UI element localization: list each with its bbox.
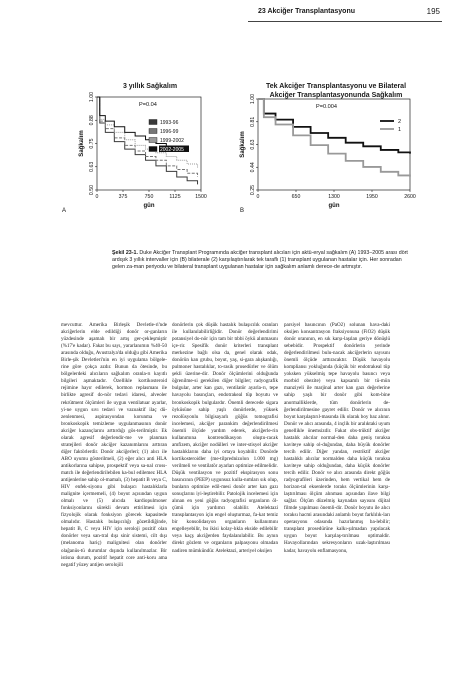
chart2-x-tick-label: 0 xyxy=(256,194,260,200)
chart2-x-tick-label: 2600 xyxy=(404,194,416,200)
chart1-y-tick-label: 0.88 xyxy=(89,115,95,126)
chart1-legend-label: 1999-2002 xyxy=(160,138,184,144)
chart2-y-tick-label: 1.00 xyxy=(250,93,256,105)
caption-text: Duke Akciğer Transplant Programında akciğer transplant alıcıları için aktü-eryal sağkalım (A) 1993–2005 arası dört ardışık 3 yıllık intervaller için (B) bilaterale (2) karşılaştırılarak tek taraflı (1) transplant uygulanan hastalar için. Her sonradan gelen za-man periyodu ve bilateral transplant uygulanan hastalar için sağkalım anlamlı derece-de artmıştır. xyxy=(112,250,408,271)
chart1-legend-swatch xyxy=(149,138,157,143)
chart2-y-tick-label: 0.25 xyxy=(250,184,256,196)
text-column-2: donörlerin çok düşük hastalık bulaşıcılık oranları ile kullanılabilirliğidir. Donör değerlendirimi potansiyel do-nör için tam bir tıbbi öykü alınmasını içe-rir. Spesifik donör kriterleri transplant merkezine bağlı olsa da, genel olarak odak, donörün kan grubu, boyut, yaş, si-gara alışkanlığı, pulmoner hastalıklar, to-rasik prosedürler ve ölüm şekli üzerine-dir. Donör ölçümlerini olduğunda öğrenilme-si gerekilen diğer bilgiler; radyografik bulgular, arter kan gazı, ventilatör ayarla-rı, tepe havayolu basınçları, endotrakeal tüp boyutu ve bronkoskopik bulgulardır. Önemli derecede sigara öyküsüne sahip yaşlı donörlerde, yüksek rezolüsyonlu bilgisayarlı göğüs tomografisi incelemesi, akciğer parankim değerlendirilmesi önemli ölçüde yardım ederek, akciğerle-rin kullanımına kontrendikasyon oluştu-racak amfizem, akciğer nodülleri ve inter-stisyel akciğer hastalıklarını daha iyi ortaya koyabilir. Donörde kortikosteroidler (me-tilprednizolon 1.000 mg) verilmeli ve ventilatör ayarları optimize edilmelidir. Düşük ventilasyon ve pozitif ekspirasyon sonu basıncının (PEEP) uygunsuz kulla-nımları sık olup, bunların optimize edil-mesi donör arter kan gazı sonuçlarını iyi-leştirebilir. Patolojik incelemesi için alınan en yeni göğüs radyografisi organların öl-çümü için yardımcı olabilir. Atelektazi transplantasyon için engel oluşturmaz, fa-kat temiz bir konsolidasyon organların kullanımını engelleyebilir, bu ikisi kolay-lıkla ekside edilebilir veya kaçş akciğerden faydalanılabilir. Bu aynın direkt gözlem ve organların palpasyonu olmadan nadiren mümkündür. Atelektazi, arteriyel oksijen xyxy=(172,322,278,554)
panel-b-letter: B xyxy=(240,208,245,214)
chart1-plot-frame xyxy=(97,97,201,190)
survival-figure xyxy=(0,0,453,240)
chart1-x-tick-label: 375 xyxy=(118,194,128,200)
chart1-legend-label: 1996-99 xyxy=(160,129,179,135)
figure-caption xyxy=(112,250,410,272)
chart2-plot-frame xyxy=(258,99,410,190)
chart2-x-tick-label: 1950 xyxy=(366,194,378,200)
text-column-3: parsiyel basıncının (PaO2) solunan hava-daki oksijen konsantrasyon fraksiyonuna (FiO2) düşük donör oranının, en sık karşı-laşılan geriye dönüşlü sebebidir. Prospektif donörlerin yerinde değerlendirilmesi bulu-nacak akciğerlerin sayısını önemli ölçüde arttıracaktır. Düşük havayolu kompliansı yokluğunda (küçük bir endotrakeal tüp yoksken yükselmiş tepe havayolu basıncı veya morbid obezite) veya kapsamlı bir tü-mün manziyeli ile marjinal arter kan gazı değerlerine sahip yaşlı bir donör gibi kom-bine anormalliklerde, tüm donörlerin de-ğerlendirilmesine gayret edilir. Donör ve alıcının boyut karşılaştırıl-masında ilk olarak boy baz alınır. Donör ve alıcı arasında, 4 inçlik bir aralıktaki uyum genellikle önemsizdir. Fakat obs-trüktif akciğer hastalık alıcılar normal-den daha geniş toraksa kaviteye sahip ol-duğundan, daha büyük donörler tercih edilir. Diğer yandan, restriktif akciğer hastalıklı alıcılar normalden daha küçük toraksa kaviteye sahip olduğundan, daha küçük donörler tercih edilir. Donör ve alıcı arasında direkt göğüs radyografileri üzerinden, hem vertikal hem de horizon-tal eksenlerde toraks ölçümlerinin karşı-laştırılması ölçüm alınması açısından ilave bilgi sağlar. Ölçüm düzelmiş kaynadan sayısını dijital filmde yapılması önemli-dir. Donör boyutu ile alıcı toraksı hacmi arasındaki anlamlı boyut farklılık-ları operasyonu odasında hazırlanmış ba-lebilir; transplant prosedürüne kalkı-şılmadan yapılacak uygun boyut karşılaş-tırılması optimaldir. Havayollarından sekresyonların uzak-laştırılması kadar, havayolu enflamasyonu, xyxy=(284,322,390,554)
chart1-x-tick-label: 0 xyxy=(95,194,99,200)
text-column-1: mevcuttur. Amerika Birleşik Devletle-ri'nde akciğerlerin elde edildiği donör or-ganların yüzdesinde aşamalı bir artış ger-çekleşmiştir (%17'e kadar). Fakat bu sayı, yararlanımın %40-50 arasında olduğu, Avustralya'da olduğu gibi Amerika Birle-şik Devletleri'nin en iyi uygulama bölgele-rine göre çokça azdır. Bunun da ötesinde, bu bölgelerdeki alıcıların sağkalım oranla-rı kayıtlı bilgileri aşmaktadır. Özellikle kortikosteroid rejimine hayır edilerek, hormon replasmanı ile birlikte agresif do-nör tedavi idaresi, alveoler rekrütment ölçümleri ile uygun ventilatuar ayarlar, yi-ne uygun sıvı tedavi ve vazoaktif ilaç dü-zenlenmesi, aspirasyondan korunma ve bronkoskopik temizleme uygulanmasının donör akciğer kazançlarını arttırdığı gös-terilmiştir. Ek olarak agresif değerlendir-me ve planman stratejileri donör akciğer kazanımlarını arttıran diğer faktörlerdir. Donör akciğerleri; (1) alıcı ile ABO uyumu gösterilmeli, (2) eğer alıcı anti HLA antikorlarına sahipse, prospektif veya sa-nal cross-match ile değerlendirilebilen ka-bul edilemez HLA antijenlerine sahip ol-mamalı, (3) hepatit B veya C, HIV enfek-siyonu gibi bulaşıcı hastalıklarla malignite içermemeli, (4) boyut açısından uygun olmalı ve (5) alıcıda kardiopulmoner fonksiyonlarını sürekli devam ettirilmesi için fizyolojik olarak fonksiyon görecek kapasitede olmalıdır. Hastalık bulaşıcılığı gözetildiğinde, hepatit B, C veya HIV için seroloji pozitif olan donörler veya san-tral dışı sinir sistemi, cilt dışı (melanoma hariç) malignitesi olan donörler olağanüs-tü durumlar dışında kullanılmazlar. Bir istisna durum, pozitif hepatit core anti-koru ama negatif yüzey antijen serolojili xyxy=(61,322,167,568)
chart1-legend-swatch xyxy=(149,147,157,152)
chart1-x-tick-label: 1500 xyxy=(195,194,207,200)
chart2-legend-label: 2 xyxy=(398,119,402,125)
chart1-x-axis-label: gün xyxy=(143,203,155,209)
chart1-series-line-2 xyxy=(97,97,198,177)
chart1-legend-swatch xyxy=(149,129,157,134)
chart1-x-tick-label: 750 xyxy=(144,194,154,200)
chart1-y-tick-label: 0.63 xyxy=(89,161,95,172)
chart2-y-tick-label: 0.44 xyxy=(250,162,256,173)
chart1-p-value: P=0.04 xyxy=(139,102,157,108)
chart1-legend-label: 1993-96 xyxy=(160,120,179,126)
chapter-title: 23 Akciğer Transplantasyonu xyxy=(258,8,355,15)
chart2-y-axis-label: Sağkalım xyxy=(240,131,246,158)
chart1-y-axis-label: Sağkalım xyxy=(79,130,85,157)
chart1-x-tick-label: 1125 xyxy=(169,194,181,200)
panel-b-title-line2: Akciğer Transplantasyonunda Sağkalım xyxy=(269,92,403,99)
panel-a-title: 3 yıllık Sağkalım xyxy=(122,83,178,90)
chart2-x-tick-label: 1300 xyxy=(328,194,340,200)
chart2-y-tick-label: 0.63 xyxy=(250,139,256,150)
chart2-x-axis-label: gün xyxy=(328,203,340,209)
chart1-y-tick-label: 0.75 xyxy=(89,138,95,149)
chart1-legend-swatch xyxy=(149,120,157,125)
panel-a-letter: A xyxy=(62,208,67,214)
chart2-p-value: P=0.004 xyxy=(316,104,337,110)
caption-label: Şekil 23-1. xyxy=(112,250,138,256)
chart2-x-tick-label: 650 xyxy=(291,194,301,200)
chart1-legend-label: 2002-2005 xyxy=(160,147,184,153)
chart1-y-tick-label: 0.50 xyxy=(89,184,95,196)
chart2-y-tick-label: 0.81 xyxy=(250,116,256,127)
panel-b-title-line1: Tek Akciğer Transplantasyonu ve Bilateral xyxy=(265,83,407,90)
chart2-legend-label: 1 xyxy=(398,127,402,133)
chart1-y-tick-label: 1.00 xyxy=(89,91,95,103)
page-number: 195 xyxy=(426,7,440,16)
